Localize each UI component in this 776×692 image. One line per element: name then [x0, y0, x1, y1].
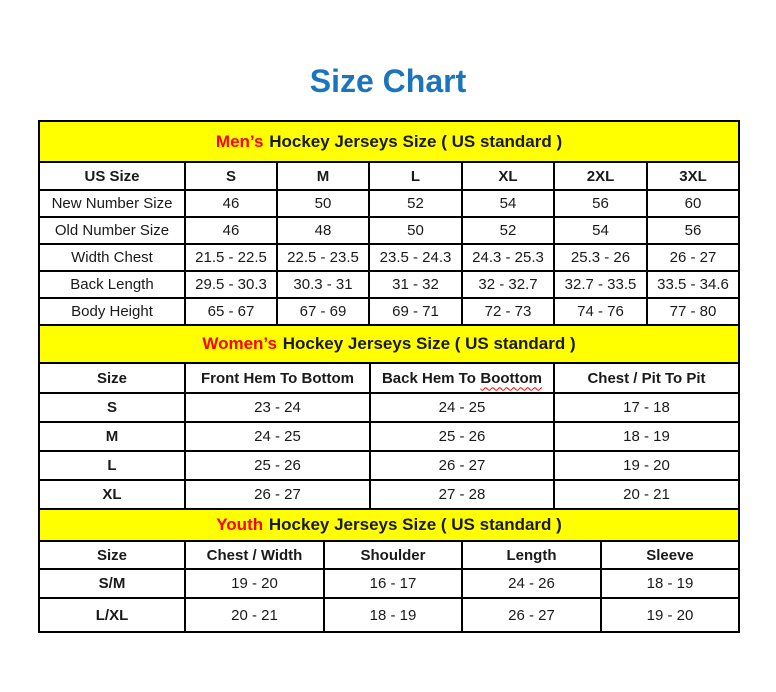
- column-header: 2XL: [554, 162, 647, 190]
- row-label: S/M: [39, 569, 185, 598]
- row-label: Width Chest: [39, 244, 185, 271]
- column-header-misspelled: [370, 363, 554, 393]
- size-value: 74 - 76: [554, 298, 647, 325]
- womens-section-heading: [39, 325, 739, 363]
- column-header: 3XL: [647, 162, 739, 190]
- size-value: 32 - 32.7: [462, 271, 554, 298]
- size-value: 56: [554, 190, 647, 217]
- size-value: 30.3 - 31: [277, 271, 369, 298]
- spellcheck-squiggle-word: Boottom: [480, 369, 543, 387]
- column-header: Front Hem To Bottom: [185, 363, 370, 393]
- mens-section-heading-row: [39, 121, 739, 162]
- size-value: 24 - 25: [370, 393, 554, 422]
- table-row: [39, 422, 739, 451]
- column-header: XL: [462, 162, 554, 190]
- table-row: [39, 244, 739, 271]
- back-hem-prefix: Back Hem To: [381, 369, 476, 387]
- womens-section-heading-row: [39, 325, 739, 363]
- size-value: 16 - 17: [324, 569, 462, 598]
- size-value: 21.5 - 22.5: [185, 244, 277, 271]
- youth-header-row: [39, 541, 739, 569]
- column-header: L: [369, 162, 462, 190]
- column-header: Size: [39, 541, 185, 569]
- size-chart: [38, 120, 738, 633]
- row-label: L: [39, 451, 185, 480]
- table-row: [39, 598, 739, 632]
- youth-heading-rest: Hockey Jerseys Size ( US standard ): [268, 515, 562, 534]
- youth-heading-highlight: Youth: [216, 515, 264, 534]
- size-value: 46: [185, 217, 277, 244]
- size-value: 50: [277, 190, 369, 217]
- table-row: [39, 190, 739, 217]
- size-value: 72 - 73: [462, 298, 554, 325]
- size-value: 24.3 - 25.3: [462, 244, 554, 271]
- row-label: New Number Size: [39, 190, 185, 217]
- youth-size-table: [38, 508, 740, 633]
- column-header: Chest / Width: [185, 541, 324, 569]
- size-value: 19 - 20: [185, 569, 324, 598]
- size-value: 52: [462, 217, 554, 244]
- row-label: L/XL: [39, 598, 185, 632]
- mens-header-row: [39, 162, 739, 190]
- size-value: 26 - 27: [185, 480, 370, 509]
- row-label: S: [39, 393, 185, 422]
- size-value: 27 - 28: [370, 480, 554, 509]
- size-value: 19 - 20: [554, 451, 739, 480]
- womens-header-row: [39, 363, 739, 393]
- mens-size-table: [38, 120, 740, 326]
- size-value: 67 - 69: [277, 298, 369, 325]
- mens-heading-rest: Hockey Jerseys Size ( US standard ): [269, 131, 563, 151]
- size-value: 32.7 - 33.5: [554, 271, 647, 298]
- table-row: [39, 217, 739, 244]
- size-value: 29.5 - 30.3: [185, 271, 277, 298]
- size-value: 23 - 24: [185, 393, 370, 422]
- size-value: 26 - 27: [647, 244, 739, 271]
- row-label: Back Length: [39, 271, 185, 298]
- size-value: 19 - 20: [601, 598, 739, 632]
- column-header: S: [185, 162, 277, 190]
- row-label: Old Number Size: [39, 217, 185, 244]
- size-value: 22.5 - 23.5: [277, 244, 369, 271]
- youth-section-heading-row: [39, 509, 739, 541]
- row-label: XL: [39, 480, 185, 509]
- column-header: Chest / Pit To Pit: [554, 363, 739, 393]
- size-value: 77 - 80: [647, 298, 739, 325]
- size-value: 33.5 - 34.6: [647, 271, 739, 298]
- table-row: [39, 451, 739, 480]
- size-value: 54: [554, 217, 647, 244]
- size-value: 20 - 21: [185, 598, 324, 632]
- size-value: 52: [369, 190, 462, 217]
- womens-size-table: [38, 324, 740, 510]
- size-value: 54: [462, 190, 554, 217]
- mens-heading-highlight: Men’s: [215, 131, 264, 151]
- table-row: [39, 298, 739, 325]
- size-value: 17 - 18: [554, 393, 739, 422]
- table-row: [39, 480, 739, 509]
- size-value: 23.5 - 24.3: [369, 244, 462, 271]
- size-value: 26 - 27: [462, 598, 601, 632]
- size-value: 18 - 19: [554, 422, 739, 451]
- size-value: 65 - 67: [185, 298, 277, 325]
- size-value: 25 - 26: [370, 422, 554, 451]
- size-value: 60: [647, 190, 739, 217]
- size-value: 18 - 19: [324, 598, 462, 632]
- size-value: 46: [185, 190, 277, 217]
- column-header: Shoulder: [324, 541, 462, 569]
- mens-section-heading: [39, 121, 739, 162]
- table-row: [39, 271, 739, 298]
- row-label: M: [39, 422, 185, 451]
- size-value: 48: [277, 217, 369, 244]
- column-header: Length: [462, 541, 601, 569]
- size-value: 18 - 19: [601, 569, 739, 598]
- size-value: 56: [647, 217, 739, 244]
- column-header: US Size: [39, 162, 185, 190]
- womens-heading-highlight: Women’s: [202, 334, 277, 353]
- column-header: M: [277, 162, 369, 190]
- size-value: 20 - 21: [554, 480, 739, 509]
- table-row: [39, 569, 739, 598]
- column-header: Size: [39, 363, 185, 393]
- table-row: [39, 393, 739, 422]
- size-value: 50: [369, 217, 462, 244]
- size-value: 24 - 25: [185, 422, 370, 451]
- size-value: 25 - 26: [185, 451, 370, 480]
- row-label: Body Height: [39, 298, 185, 325]
- page-title: Size Chart: [309, 63, 467, 99]
- size-value: 25.3 - 26: [554, 244, 647, 271]
- womens-heading-rest: Hockey Jerseys Size ( US standard ): [282, 334, 576, 353]
- size-value: 24 - 26: [462, 569, 601, 598]
- size-value: 31 - 32: [369, 271, 462, 298]
- column-header: Sleeve: [601, 541, 739, 569]
- size-value: 26 - 27: [370, 451, 554, 480]
- youth-section-heading: [39, 509, 739, 541]
- size-value: 69 - 71: [369, 298, 462, 325]
